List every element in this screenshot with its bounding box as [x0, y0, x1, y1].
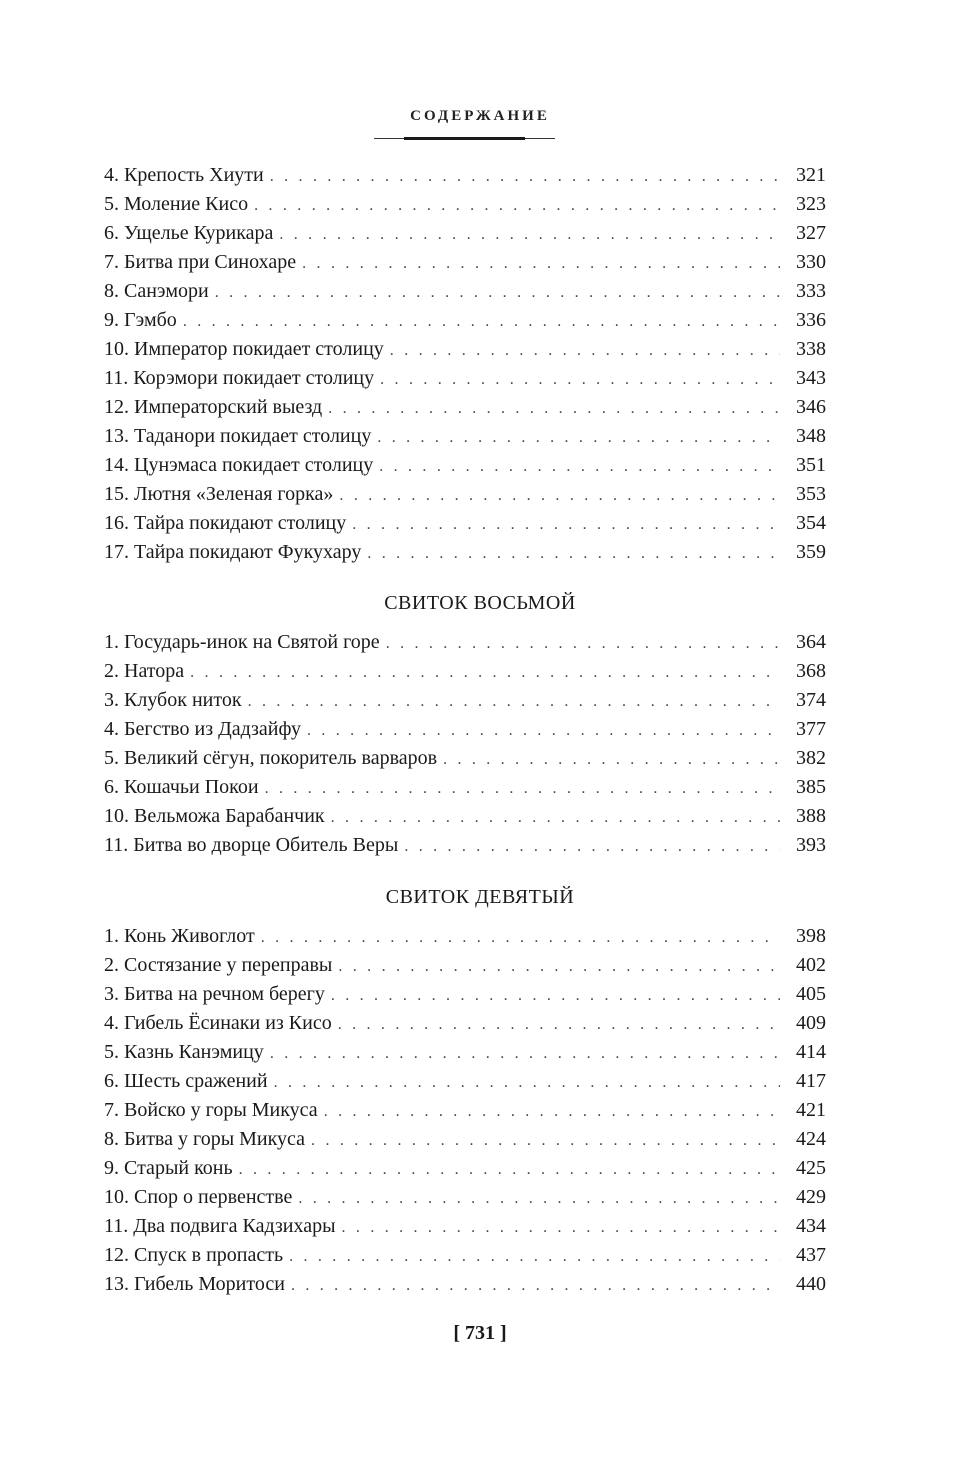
toc-entry: [104, 364, 826, 393]
toc-entry: [104, 161, 826, 190]
toc-entry-page: 374: [796, 689, 826, 711]
page-number: [ 731 ]: [453, 1322, 507, 1344]
toc-entry-title: 9. Старый конь: [104, 1157, 233, 1179]
toc-entry: [104, 773, 826, 802]
dot-leader: [289, 1242, 780, 1271]
dot-leader: [390, 336, 780, 365]
toc-entry-title: 6. Ущелье Курикара: [104, 222, 274, 244]
dot-leader: [291, 1271, 780, 1300]
toc-entry: [104, 657, 826, 686]
toc-entry: [104, 509, 826, 538]
dot-leader: [331, 803, 780, 832]
toc-entry-page: 354: [796, 512, 826, 534]
toc-entry-title: 15. Лютня «Зеленая горка»: [104, 483, 334, 505]
dot-leader: [270, 1039, 780, 1068]
toc-entry: [104, 831, 826, 860]
dot-leader: [307, 716, 780, 745]
toc-entry-page: 348: [796, 425, 826, 447]
toc-list-scroll-nine: [104, 922, 826, 1299]
toc-entry-title: 5. Моление Кисо: [104, 193, 249, 215]
dot-leader: [265, 774, 780, 803]
dot-leader: [404, 832, 780, 861]
toc-entry-title: 4. Крепость Хиути: [104, 164, 264, 186]
toc-entry: [104, 922, 826, 951]
dot-leader: [324, 1097, 780, 1126]
dot-leader: [352, 510, 780, 539]
toc-entry-title: 12. Спуск в пропасть: [104, 1244, 284, 1266]
toc-entry-page: 405: [796, 983, 826, 1005]
toc-entry: [104, 306, 826, 335]
toc-entry-page: 437: [796, 1244, 826, 1266]
toc-entry-title: 6. Шесть сражений: [104, 1070, 268, 1092]
toc-entry-page: 440: [796, 1273, 826, 1295]
dot-leader: [183, 307, 780, 336]
toc-entry-page: 377: [796, 718, 826, 740]
dot-leader: [298, 1184, 780, 1213]
dot-leader: [377, 423, 780, 452]
toc-entry-title: 10. Император покидает столицу: [104, 338, 384, 360]
dot-leader: [380, 365, 780, 394]
toc-entry-title: 10. Спор о первенстве: [104, 1186, 293, 1208]
toc-entry-title: 12. Императорский выезд: [104, 396, 323, 418]
toc-entry-title: 14. Цунэмаса покидает столицу: [104, 454, 374, 476]
dot-leader: [311, 1126, 780, 1155]
dot-leader: [261, 923, 780, 952]
dot-leader: [270, 162, 780, 191]
dot-leader: [339, 481, 780, 510]
dot-leader: [215, 278, 780, 307]
toc-entry: [104, 1241, 826, 1270]
toc-entry-page: 330: [796, 251, 826, 273]
toc-entry-title: 16. Тайра покидают столицу: [104, 512, 347, 534]
toc-entry-page: 327: [796, 222, 826, 244]
toc-entry-title: 8. Санэмори: [104, 280, 209, 302]
toc-entry-title: 11. Битва во дворце Обитель Веры: [104, 834, 399, 856]
toc-entry-title: 6. Кошачьи Покои: [104, 776, 259, 798]
dot-leader: [274, 1068, 780, 1097]
dot-leader: [338, 952, 780, 981]
toc-entry-title: 11. Корэмори покидает столицу: [104, 367, 375, 389]
toc-entry-title: 2. Натора: [104, 660, 185, 682]
toc-entry-title: 7. Войско у горы Микуса: [104, 1099, 318, 1121]
toc-entry: [104, 686, 826, 715]
toc-entry: [104, 1183, 826, 1212]
dot-leader: [239, 1155, 780, 1184]
toc-entry-page: 393: [796, 834, 826, 856]
toc-entry-title: 5. Казнь Канэмицу: [104, 1041, 264, 1063]
section-heading-scroll-nine: СВИТОК ДЕВЯТЫЙ: [385, 886, 575, 908]
toc-entry: [104, 628, 826, 657]
toc-entry-title: 5. Великий сёгун, покоритель варваров: [104, 747, 438, 769]
toc-entry: [104, 480, 826, 509]
toc-list-continued: [104, 161, 826, 567]
toc-entry: [104, 1096, 826, 1125]
dot-leader: [367, 539, 780, 568]
toc-entry-page: 323: [796, 193, 826, 215]
toc-entry: [104, 1270, 826, 1299]
toc-entry-title: 8. Битва у горы Микуса: [104, 1128, 306, 1150]
toc-entry: [104, 451, 826, 480]
toc-entry: [104, 248, 826, 277]
dot-leader: [302, 249, 780, 278]
dot-leader: [386, 629, 780, 658]
toc-entry: [104, 1154, 826, 1183]
toc-entry-page: 359: [796, 541, 826, 563]
head-rule-accent: [404, 137, 525, 140]
toc-entry-page: 343: [796, 367, 826, 389]
toc-entry-title: 4. Гибель Ёсинаки из Кисо: [104, 1012, 332, 1034]
toc-entry: [104, 277, 826, 306]
toc-entry: [104, 422, 826, 451]
toc-entry: [104, 393, 826, 422]
toc-entry: [104, 1067, 826, 1096]
toc-entry-page: 333: [796, 280, 826, 302]
toc-entry-page: 368: [796, 660, 826, 682]
dot-leader: [379, 452, 780, 481]
dot-leader: [328, 394, 780, 423]
toc-entry-title: 9. Гэмбо: [104, 309, 177, 331]
section-heading-scroll-eight: СВИТОК ВОСЬМОЙ: [384, 592, 576, 614]
toc-entry-page: 346: [796, 396, 826, 418]
toc-entry-page: 321: [796, 164, 826, 186]
toc-entry-page: 429: [796, 1186, 826, 1208]
toc-list-scroll-eight: [104, 628, 826, 860]
toc-entry-title: 10. Вельможа Барабанчик: [104, 805, 325, 827]
running-head: СОДЕРЖАНИЕ: [410, 108, 550, 124]
toc-entry-page: 382: [796, 747, 826, 769]
toc-entry-page: 425: [796, 1157, 826, 1179]
toc-entry-page: 417: [796, 1070, 826, 1092]
toc-entry: [104, 802, 826, 831]
toc-entry-title: 13. Гибель Моритоси: [104, 1273, 285, 1295]
toc-entry-page: 336: [796, 309, 826, 331]
dot-leader: [279, 220, 780, 249]
toc-entry-title: 7. Битва при Синохаре: [104, 251, 297, 273]
toc-entry-title: 13. Таданори покидает столицу: [104, 425, 372, 447]
toc-entry-title: 4. Бегство из Дадзайфу: [104, 718, 301, 740]
dot-leader: [331, 981, 780, 1010]
toc-entry-title: 11. Два подвига Кадзихары: [104, 1215, 336, 1237]
toc-entry-title: 17. Тайра покидают Фукухару: [104, 541, 362, 563]
toc-entry: [104, 1212, 826, 1241]
toc-entry-page: 364: [796, 631, 826, 653]
toc-entry-page: 353: [796, 483, 826, 505]
toc-entry-page: 385: [796, 776, 826, 798]
toc-entry: [104, 744, 826, 773]
dot-leader: [342, 1213, 780, 1242]
toc-entry-page: 421: [796, 1099, 826, 1121]
toc-entry: [104, 335, 826, 364]
toc-entry: [104, 1038, 826, 1067]
toc-entry-title: 3. Клубок ниток: [104, 689, 242, 711]
toc-entry-title: 2. Состязание у переправы: [104, 954, 333, 976]
toc-entry-title: 3. Битва на речном берегу: [104, 983, 325, 1005]
toc-entry: [104, 190, 826, 219]
dot-leader: [443, 745, 780, 774]
toc-entry: [104, 538, 826, 567]
dot-leader: [338, 1010, 780, 1039]
toc-entry: [104, 715, 826, 744]
toc-entry: [104, 1125, 826, 1154]
toc-entry: [104, 1009, 826, 1038]
toc-entry-page: 398: [796, 925, 826, 947]
toc-entry-page: 434: [796, 1215, 826, 1237]
toc-entry-title: 1. Конь Живоглот: [104, 925, 255, 947]
toc-entry: [104, 980, 826, 1009]
toc-entry-page: 402: [796, 954, 826, 976]
toc-entry-page: 338: [796, 338, 826, 360]
dot-leader: [248, 687, 780, 716]
toc-entry-page: 409: [796, 1012, 826, 1034]
toc-entry-page: 388: [796, 805, 826, 827]
toc-entry-page: 414: [796, 1041, 826, 1063]
toc-entry: [104, 951, 826, 980]
toc-entry-page: 351: [796, 454, 826, 476]
toc-entry-title: 1. Государь-инок на Святой горе: [104, 631, 380, 653]
toc-entry: [104, 219, 826, 248]
dot-leader: [190, 658, 780, 687]
dot-leader: [254, 191, 780, 220]
toc-entry-page: 424: [796, 1128, 826, 1150]
